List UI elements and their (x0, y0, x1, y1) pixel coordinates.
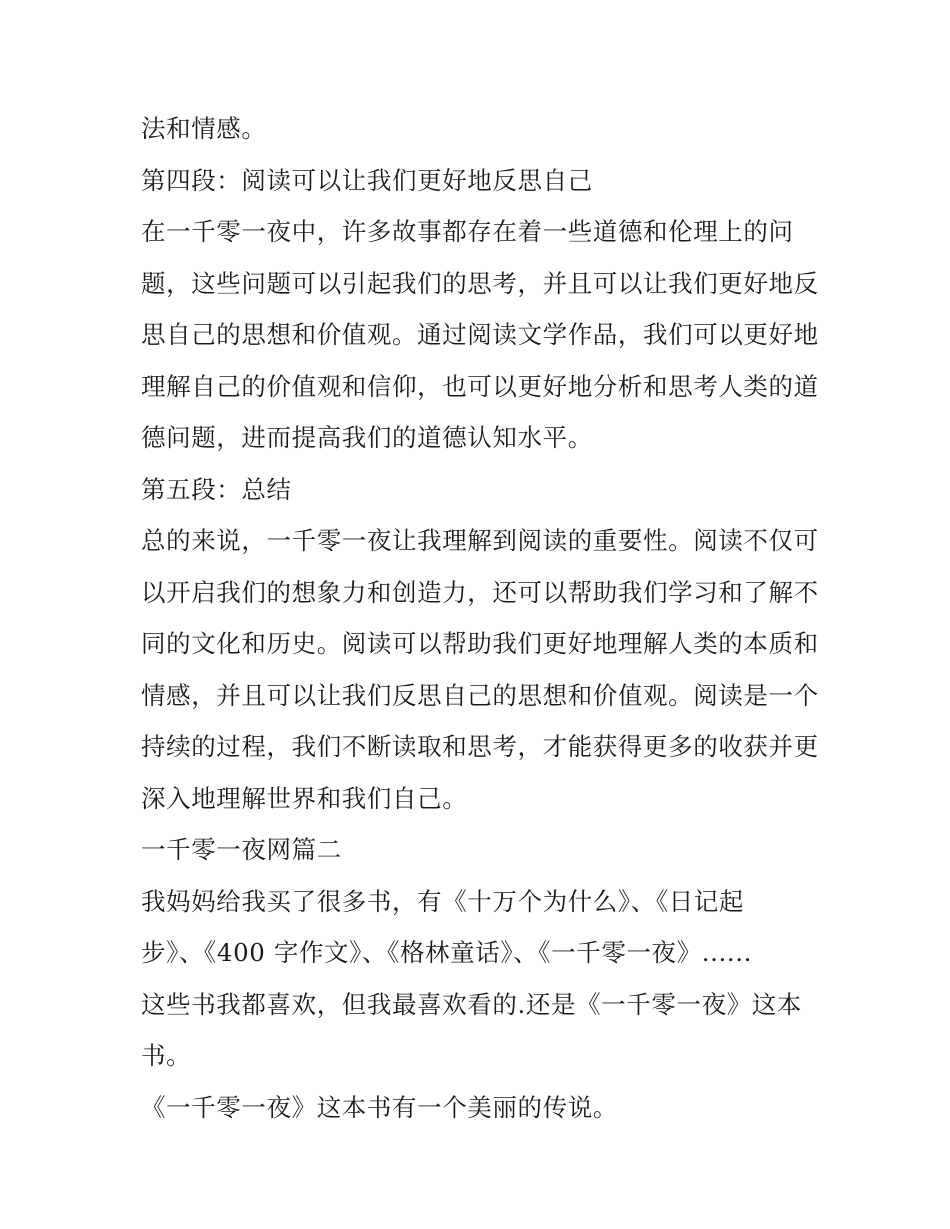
text-line: 在一千零一夜中，许多故事都存在着一些道德和伦理上的问 (141, 217, 794, 246)
section-heading: 一千零一夜网篇二 (141, 835, 342, 864)
document-body (141, 103, 821, 1133)
text-line: 深入地理解世界和我们自己。 (141, 783, 468, 813)
section-heading: 第五段：总结 (141, 474, 292, 504)
text-line: 理解自己的价值观和信仰，也可以更好地分析和思考人类的道 (141, 371, 819, 401)
text-line: 以开启我们的想象力和创造力，还可以帮助我们学习和了解不 (141, 577, 819, 607)
text-line: 我妈妈给我买了很多书，有《十万个为什么》、《日记起 (141, 886, 744, 916)
text-line: 步》、《400 字作文》、《格林童话》、《一千零一夜》...... (141, 938, 753, 967)
text-line: 同的文化和历史。阅读可以帮助我们更好地理解人类的本质和 (141, 629, 819, 658)
text-line: 题，这些问题可以引起我们的思考，并且可以让我们更好地反 (141, 268, 819, 298)
text-line: 书。 (141, 1041, 192, 1070)
section-heading: 第四段：阅读可以让我们更好地反思自己 (141, 165, 593, 195)
text-line: 持续的过程，我们不断读取和思考，才能获得更多的收获并更 (141, 732, 819, 761)
text-line: 情感，并且可以让我们反思自己的思想和价值观。阅读是一个 (141, 680, 819, 710)
text-line: 思自己的思想和价值观。通过阅读文学作品，我们可以更好地 (141, 320, 819, 349)
text-line: 总的来说，一千零一夜让我理解到阅读的重要性。阅读不仅可 (141, 526, 819, 555)
text-line: 德问题，进而提高我们的道德认知水平。 (141, 423, 593, 452)
text-line: 这些书我都喜欢，但我最喜欢看的.还是《一千零一夜》这本 (141, 989, 802, 1019)
text-line: 法和情感。 (141, 114, 267, 143)
text-line: 《一千零一夜》这本书有一个美丽的传说。 (141, 1092, 618, 1122)
